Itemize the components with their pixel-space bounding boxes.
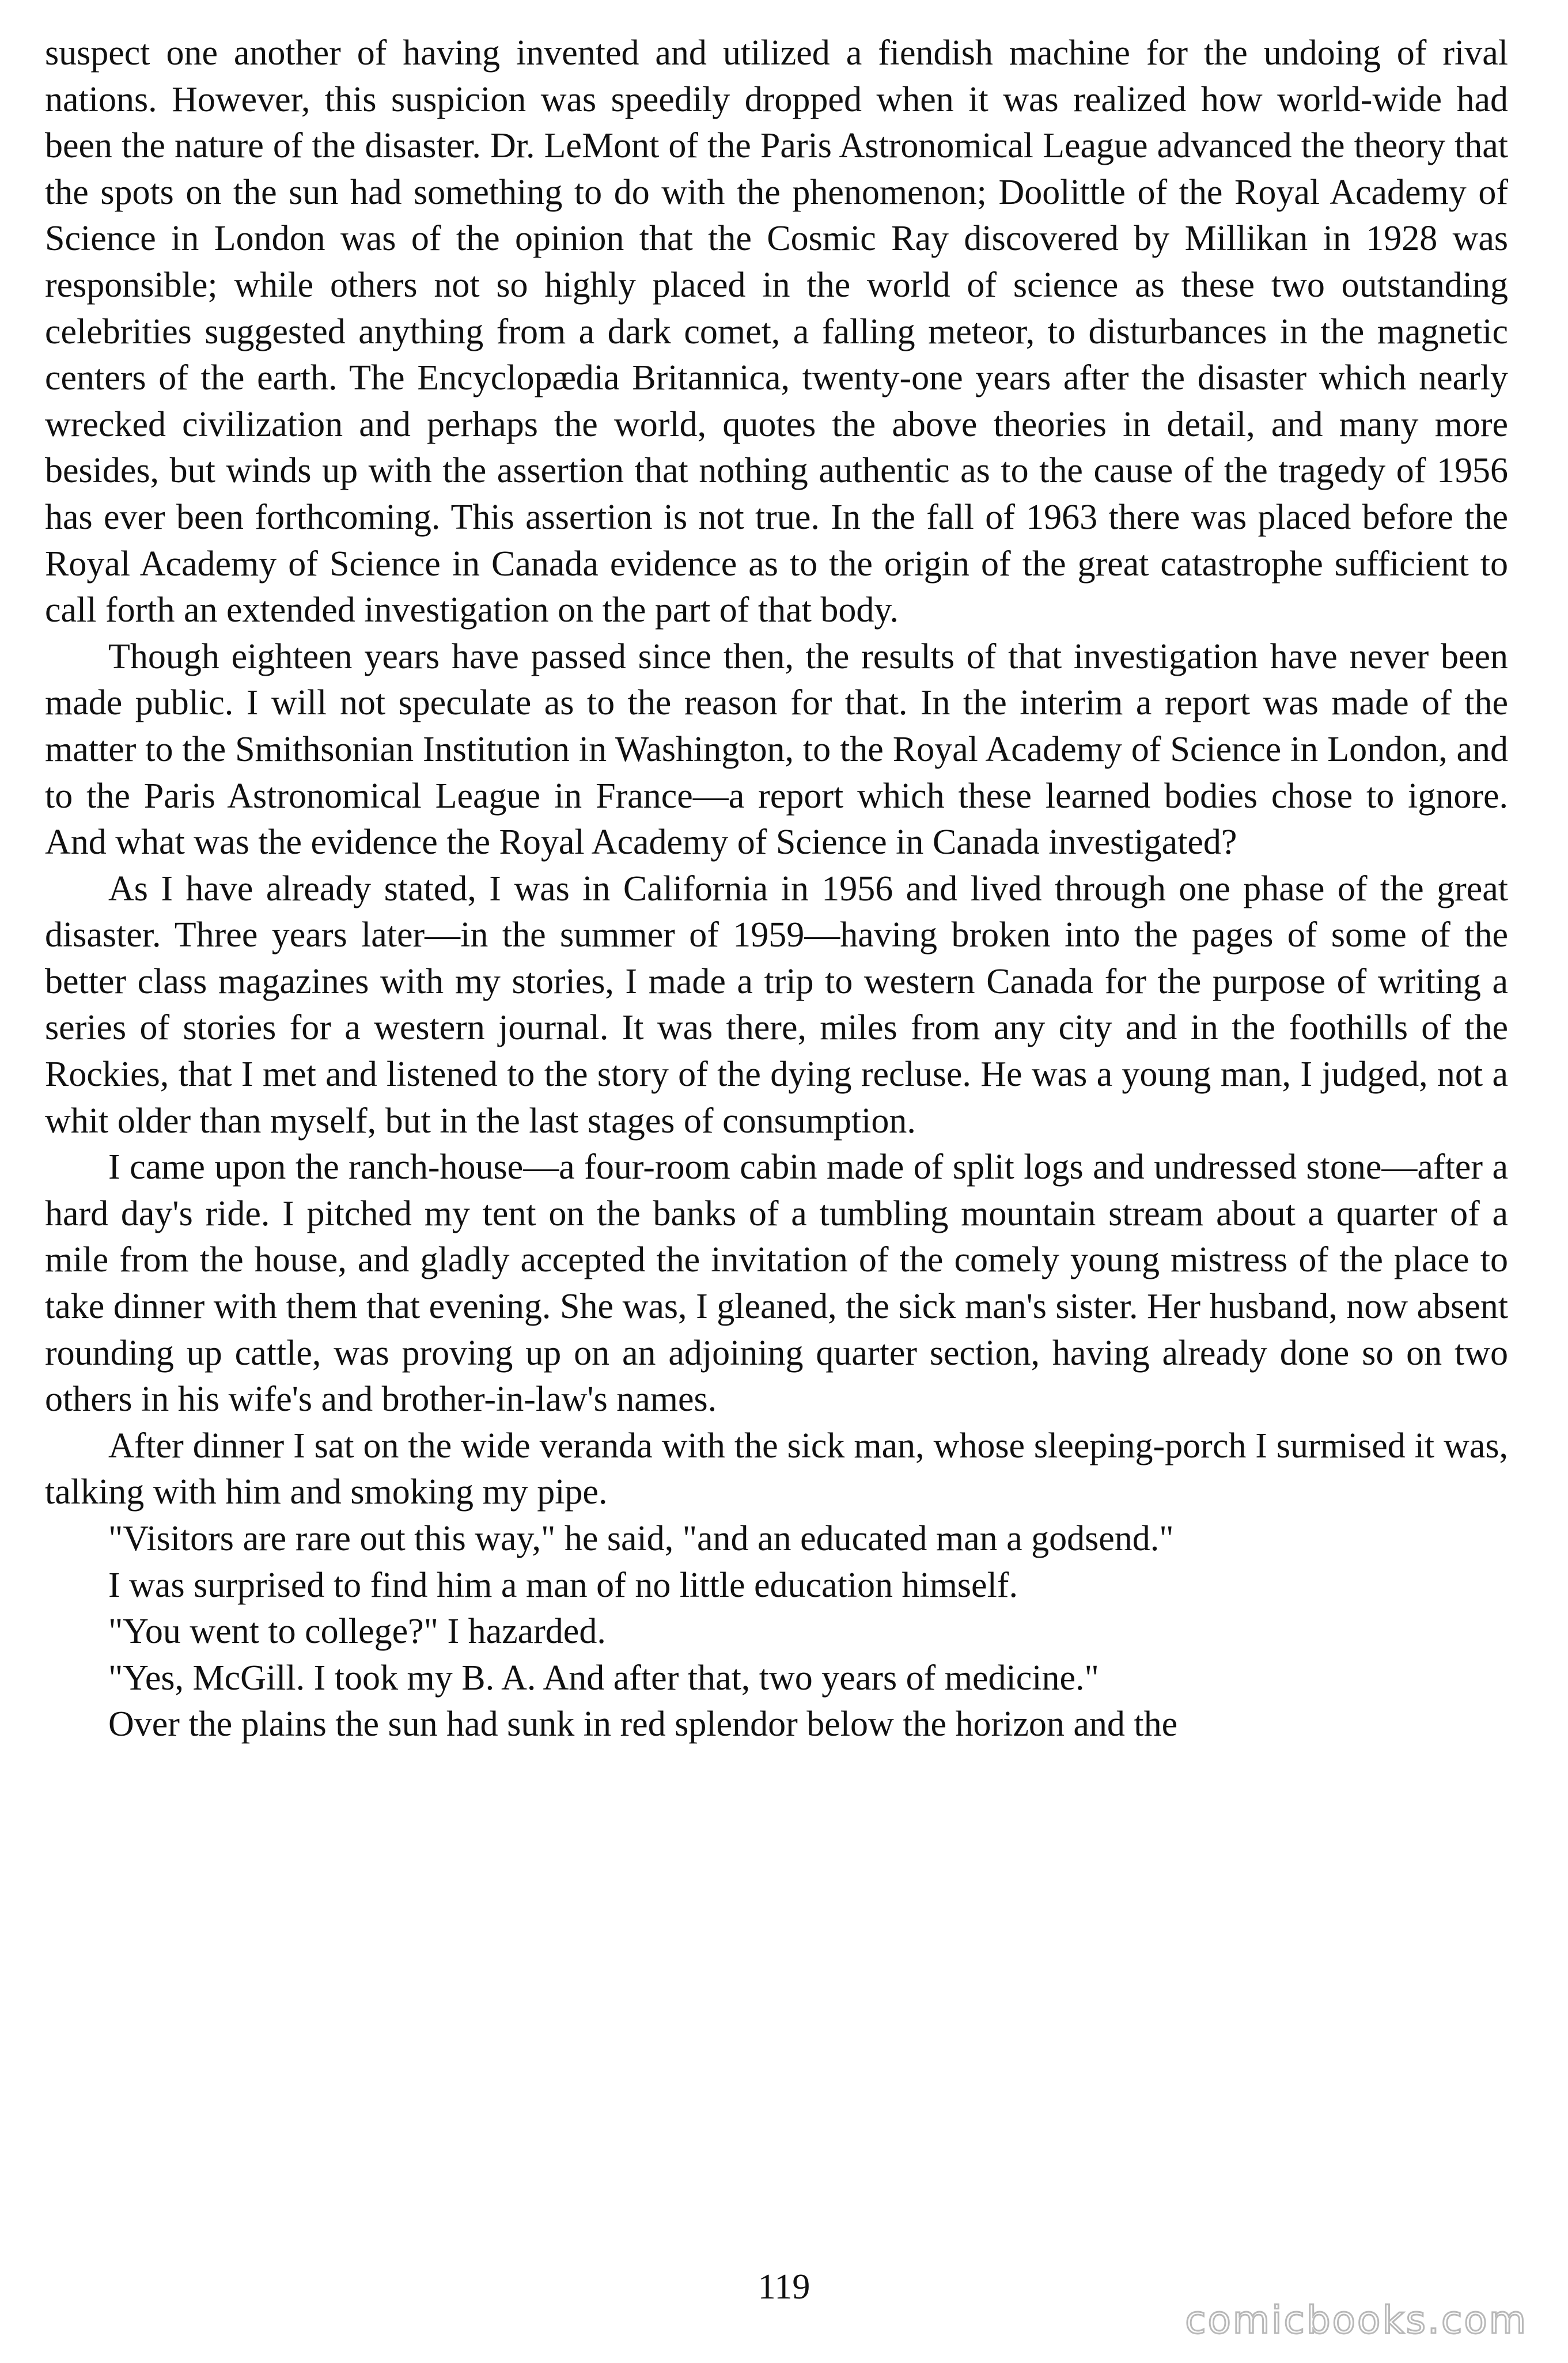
paragraph-2: Though eighteen years have passed since then, the results of that investigation have never been made public. I will not speculate as to the reason for that. In the interim a report was made of the matter to the Smithsonian Institution in Washington, to the Royal Academy of Science in London, and to the Paris Astronomical League in France—a report which these learned bodies chose to ignore. And what was the evidence the Royal Academy of Science in Canada investigated?: [45, 637, 1508, 862]
paragraph-1: suspect one another of having invented and utilized a fiendish machine for the undoing of rival nations. However, this suspicion was speedily dropped when it was realized how world-wide had been the nature of the disaster. Dr. LeMont of the Paris Astronomical League advanced the theory that the spots on the sun had something to do with the phenomenon; Doolittle of the Royal Academy of Science in London was of the opinion that the Cosmic Ray discovered by Millikan in 1928 was responsible; while others not so highly placed in the world of science as these two outstanding celebrities suggested anything from a dark comet, a falling meteor, to disturbances in the magnetic centers of the earth. The Encyclopædia Britannica, twenty-one years after the disaster which nearly wrecked civilization and perhaps the world, quotes the above theories in detail, and many more besides, but winds up with the assertion that nothing authentic as to the cause of the tragedy of 1956 has ever been forthcoming. This assertion is not true. In the fall of 1963 there was placed before the Royal Academy of Science in Canada evidence as to the origin of the great catastrophe sufficient to call forth an extended investigation on the part of that body.: [45, 33, 1508, 630]
body-text: [45, 30, 1508, 1748]
paragraph-10: Over the plains the sun had sunk in red splendor below the horizon and the: [108, 1705, 1178, 1744]
watermark: comicbooks.com: [1185, 2298, 1528, 2342]
paragraph-3: As I have already stated, I was in California in 1956 and lived through one phase of the great disaster. Three years later—in the summer of 1959—having broken into the pages of some of the better class magazines with my stories, I made a trip to western Canada for the purpose of writing a series of stories for a western journal. It was there, miles from any city and in the foothills of the Rockies, that I met and listened to the story of the dying recluse. He was a young man, I judged, not a whit older than myself, but in the last stages of consumption.: [45, 869, 1508, 1141]
paragraph-4: I came upon the ranch-house—a four-room cabin made of split logs and undressed stone—after a hard day's ride. I pitched my tent on the banks of a tumbling mountain stream about a quarter of a mile from the house, and gladly accepted the invitation of the comely young mistress of the place to take dinner with them that evening. She was, I gleaned, the sick man's sister. Her husband, now absent rounding up cattle, was proving up on an adjoining quarter section, having already done so on two others in his wife's and brother-in-law's names.: [45, 1148, 1508, 1419]
paragraph-6: "Visitors are rare out this way," he said, "and an educated man a godsend.": [108, 1519, 1174, 1558]
paragraph-8: "You went to college?" I hazarded.: [108, 1612, 606, 1652]
paragraph-9: "Yes, McGill. I took my B. A. And after that, two years of medicine.": [108, 1658, 1099, 1698]
paragraph-5: After dinner I sat on the wide veranda with the sick man, whose sleeping-porch I surmised it was, talking with him and smoking my pipe.: [45, 1426, 1508, 1512]
paragraph-7: I was surprised to find him a man of no little education himself.: [108, 1565, 1018, 1605]
page-number: 119: [758, 2267, 810, 2307]
